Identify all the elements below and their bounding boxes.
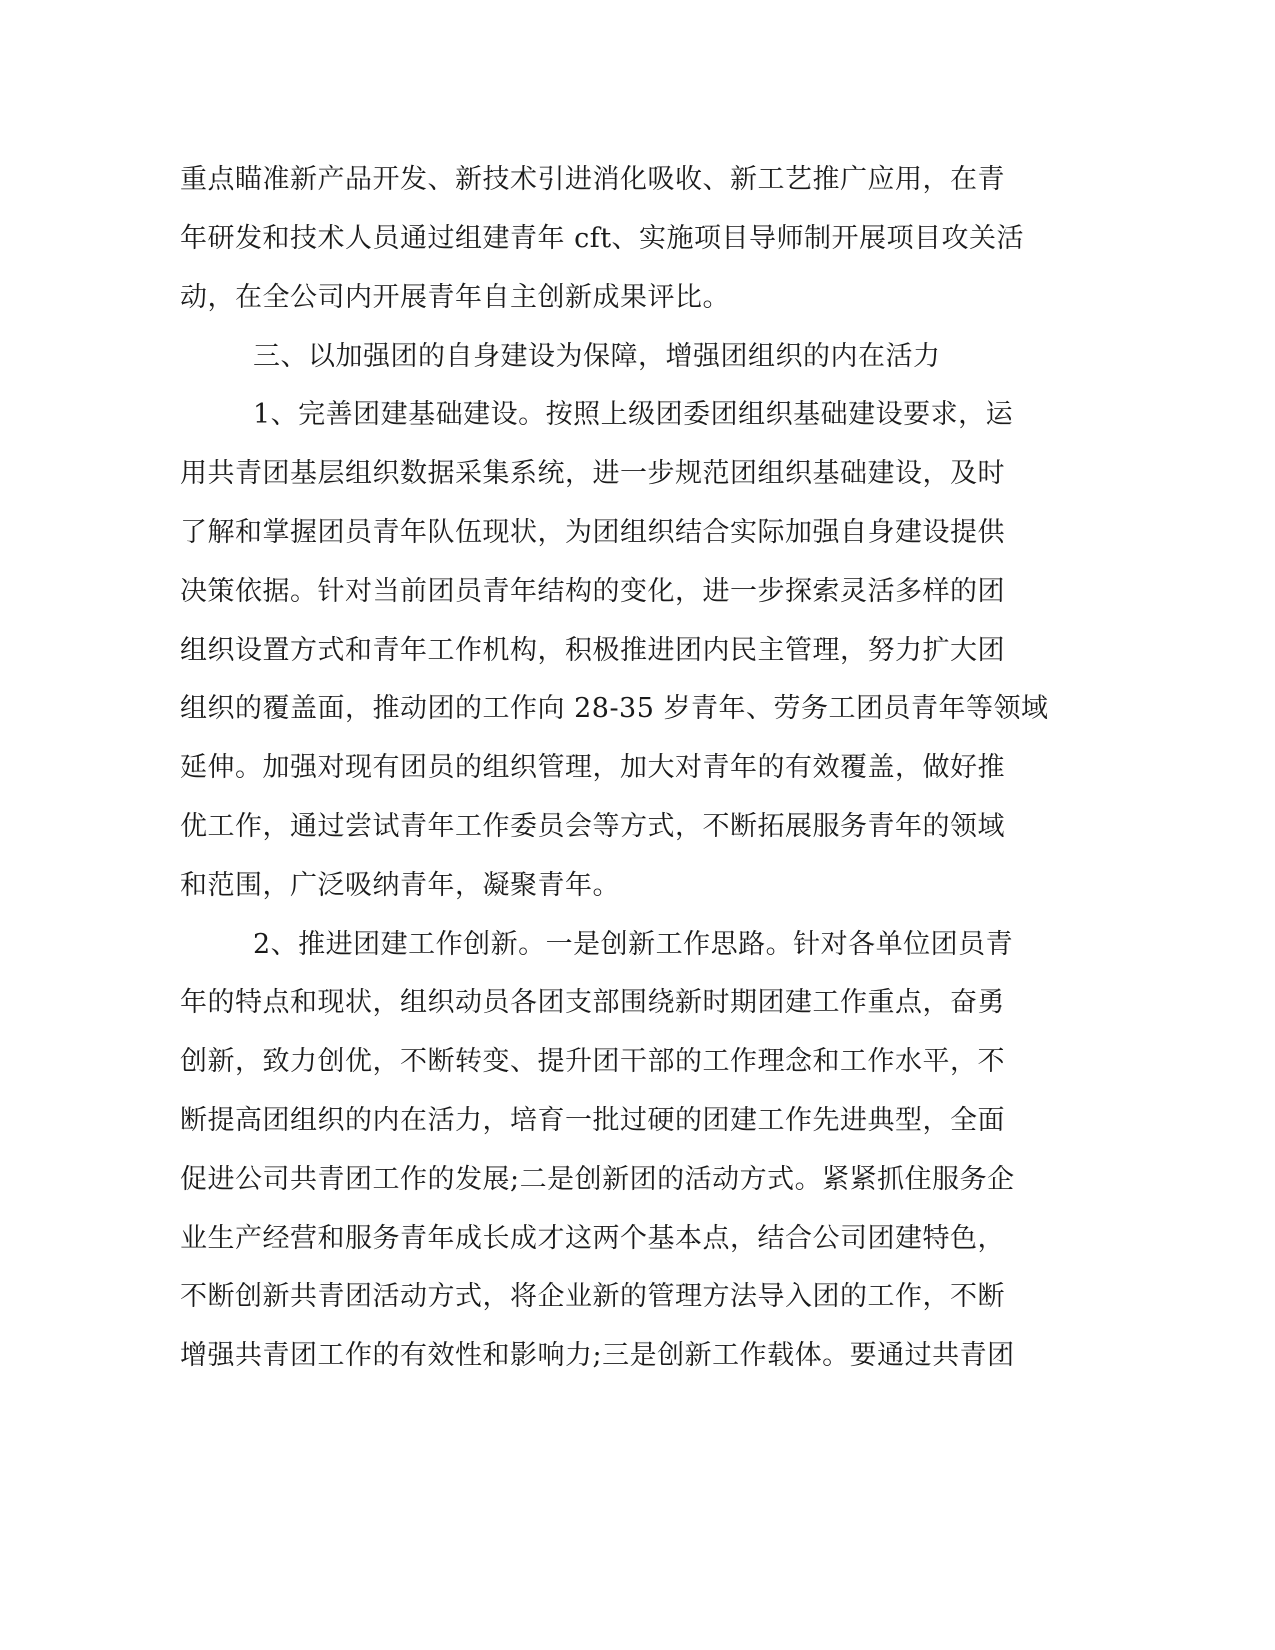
body-line: 年研发和技术人员通过组建青年 cft、实施项目导师制开展项目攻关活 bbox=[180, 223, 1025, 254]
body-line: 促进公司共青团工作的发展;二是创新团的活动方式。紧紧抓住服务企 bbox=[180, 1164, 1015, 1195]
body-line: 1、完善团建基础建设。按照上级团委团组织基础建设要求，运 bbox=[253, 399, 1014, 430]
body-line: 动，在全公司内开展青年自主创新成果评比。 bbox=[180, 282, 730, 313]
body-line: 断提高团组织的内在活力，培育一批过硬的团建工作先进典型，全面 bbox=[180, 1105, 1005, 1136]
body-line: 优工作，通过尝试青年工作委员会等方式，不断拓展服务青年的领域 bbox=[180, 811, 1005, 842]
body-line: 延伸。加强对现有团员的组织管理，加大对青年的有效覆盖，做好推 bbox=[180, 752, 1005, 783]
body-line: 不断创新共青团活动方式，将企业新的管理方法导入团的工作，不断 bbox=[180, 1281, 1005, 1312]
body-line: 决策依据。针对当前团员青年结构的变化，进一步探索灵活多样的团 bbox=[180, 576, 1005, 607]
body-line: 创新，致力创优，不断转变、提升团干部的工作理念和工作水平，不 bbox=[180, 1046, 1005, 1077]
body-line: 年的特点和现状，组织动员各团支部围绕新时期团建工作重点，奋勇 bbox=[180, 987, 1005, 1018]
body-line: 重点瞄准新产品开发、新技术引进消化吸收、新工艺推广应用，在青 bbox=[180, 164, 1005, 195]
body-line: 了解和掌握团员青年队伍现状，为团组织结合实际加强自身建设提供 bbox=[180, 517, 1005, 548]
body-line: 增强共青团工作的有效性和影响力;三是创新工作载体。要通过共青团 bbox=[180, 1340, 1015, 1371]
body-line: 业生产经营和服务青年成长成才这两个基本点，结合公司团建特色， bbox=[180, 1223, 1005, 1254]
section-heading: 三、以加强团的自身建设为保障，增强团组织的内在活力 bbox=[253, 341, 941, 372]
body-line: 组织的覆盖面，推动团的工作向 28-35 岁青年、劳务工团员青年等领域 bbox=[180, 693, 1049, 724]
body-line: 组织设置方式和青年工作机构，积极推进团内民主管理，努力扩大团 bbox=[180, 635, 1005, 666]
body-line: 用共青团基层组织数据采集系统，进一步规范团组织基础建设，及时 bbox=[180, 458, 1005, 489]
body-line: 2、推进团建工作创新。一是创新工作思路。针对各单位团员青 bbox=[253, 929, 1014, 960]
body-line: 和范围，广泛吸纳青年，凝聚青年。 bbox=[180, 870, 620, 901]
